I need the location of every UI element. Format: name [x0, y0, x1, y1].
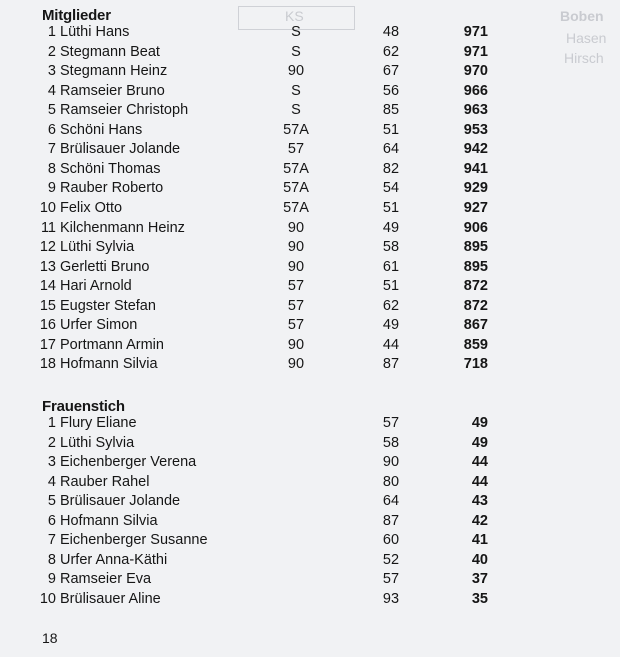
points-cell: 40 — [471, 551, 488, 568]
year-cell: 51 — [382, 199, 400, 216]
category-cell: 57 — [287, 278, 305, 295]
table-row — [0, 552, 620, 572]
rank-cell: 2 — [47, 434, 56, 451]
year-cell: 49 — [382, 317, 400, 334]
points-cell: 867 — [463, 317, 488, 334]
ghost-header-box-label: KS — [285, 8, 304, 24]
year-cell: 67 — [382, 63, 400, 80]
points-cell: 718 — [463, 356, 488, 373]
rank-cell: 18 — [39, 356, 56, 373]
category-cell: 90 — [287, 356, 305, 373]
year-cell: 52 — [382, 551, 400, 568]
table-row — [0, 141, 620, 161]
rank-cell: 13 — [39, 258, 56, 275]
year-cell: 54 — [382, 180, 400, 197]
category-cell: 90 — [287, 219, 305, 236]
points-cell: 895 — [463, 239, 488, 256]
rank-cell: 3 — [47, 454, 56, 471]
table-row — [0, 259, 620, 279]
points-cell: 44 — [471, 473, 488, 490]
year-cell: 61 — [382, 258, 400, 275]
points-cell: 942 — [463, 141, 488, 158]
name-cell: Schöni Thomas — [60, 160, 161, 177]
points-cell: 41 — [471, 532, 488, 549]
table-row — [0, 180, 620, 200]
table-row — [0, 200, 620, 220]
table-row — [0, 278, 620, 298]
table-row — [0, 63, 620, 83]
rank-cell: 9 — [47, 180, 56, 197]
rank-cell: 17 — [39, 336, 56, 353]
table-row — [0, 24, 620, 44]
rank-cell: 4 — [47, 473, 56, 490]
page-number: 18 — [42, 630, 58, 646]
table-row — [0, 493, 620, 513]
name-cell: Flury Eliane — [60, 415, 137, 431]
name-cell: Ramseier Christoph — [60, 102, 189, 119]
table-row — [0, 122, 620, 142]
rank-cell: 5 — [47, 493, 56, 510]
points-cell: 895 — [463, 258, 488, 275]
points-cell: 970 — [463, 63, 488, 80]
rank-cell: 7 — [47, 141, 56, 158]
name-cell: Eugster Stefan — [60, 297, 156, 314]
rank-cell: 7 — [47, 532, 56, 549]
category-cell: 57 — [287, 141, 305, 158]
year-cell: 44 — [382, 336, 400, 353]
points-cell: 49 — [471, 434, 488, 451]
table-row — [0, 337, 620, 357]
name-cell: Urfer Simon — [60, 317, 138, 334]
year-cell: 51 — [382, 278, 400, 295]
rank-cell: 10 — [39, 199, 56, 216]
name-cell: Rauber Roberto — [60, 180, 164, 197]
name-cell: Eichenberger Verena — [60, 454, 197, 471]
section-title-members: Mitglieder — [42, 7, 111, 24]
name-cell: Lüthi Sylvia — [60, 434, 135, 451]
table-row — [0, 571, 620, 591]
year-cell: 57 — [382, 571, 400, 588]
year-cell: 64 — [382, 141, 400, 158]
category-cell: 57 — [287, 297, 305, 314]
rank-cell: 6 — [47, 512, 56, 529]
ghost-sub1: Hasen — [566, 30, 607, 46]
table-row — [0, 532, 620, 552]
points-cell: 929 — [463, 180, 488, 197]
section-title-womens-shoot: Frauenstich — [42, 398, 125, 415]
points-cell: 971 — [463, 43, 488, 60]
name-cell: Felix Otto — [60, 199, 123, 216]
points-cell: 927 — [463, 199, 488, 216]
points-cell: 963 — [463, 102, 488, 119]
points-cell: 43 — [471, 493, 488, 510]
name-cell: Lüthi Hans — [60, 24, 130, 40]
rank-cell: 1 — [47, 415, 56, 431]
points-cell: 906 — [463, 219, 488, 236]
category-cell: S — [291, 82, 301, 99]
year-cell: 57 — [382, 415, 400, 431]
year-cell: 49 — [382, 219, 400, 236]
table-row — [0, 415, 620, 435]
name-cell: Brülisauer Jolande — [60, 141, 181, 158]
name-cell: Brülisauer Aline — [60, 590, 161, 607]
points-cell: 35 — [471, 590, 488, 607]
name-cell: Brülisauer Jolande — [60, 493, 181, 510]
table-row — [0, 83, 620, 103]
rank-cell: 2 — [47, 43, 56, 60]
name-cell: Stegmann Heinz — [60, 63, 168, 80]
ghost-sub2: Hirsch — [564, 50, 604, 66]
ghost-header-left: Boben — [560, 8, 604, 24]
name-cell: Urfer Anna-Käthi — [60, 551, 168, 568]
rank-cell: 5 — [47, 102, 56, 119]
table-row — [0, 435, 620, 455]
name-cell: Eichenberger Susanne — [60, 532, 208, 549]
table-row — [0, 356, 620, 376]
points-cell: 872 — [463, 297, 488, 314]
rank-cell: 11 — [40, 219, 56, 236]
table-row — [0, 298, 620, 318]
year-cell: 58 — [382, 239, 400, 256]
rank-cell: 15 — [39, 297, 56, 314]
category-cell: 90 — [287, 63, 305, 80]
year-cell: 62 — [382, 297, 400, 314]
name-cell: Portmann Armin — [60, 336, 164, 353]
rank-cell: 1 — [47, 24, 56, 40]
year-cell: 56 — [382, 82, 400, 99]
rank-cell: 6 — [47, 121, 56, 138]
name-cell: Stegmann Beat — [60, 43, 160, 60]
table-row — [0, 44, 620, 64]
table-row — [0, 161, 620, 181]
name-cell: Kilchenmann Heinz — [60, 219, 185, 236]
year-cell: 87 — [382, 512, 400, 529]
table-row — [0, 220, 620, 240]
points-cell: 42 — [471, 512, 488, 529]
name-cell: Ramseier Bruno — [60, 82, 165, 99]
category-cell: S — [291, 24, 301, 40]
rank-cell: 4 — [47, 82, 56, 99]
points-cell: 37 — [471, 571, 488, 588]
year-cell: 93 — [382, 590, 400, 607]
points-cell: 859 — [463, 336, 488, 353]
year-cell: 58 — [382, 434, 400, 451]
points-cell: 49 — [471, 415, 488, 431]
table-row — [0, 591, 620, 611]
table-row — [0, 317, 620, 337]
year-cell: 48 — [382, 24, 400, 40]
points-cell: 966 — [463, 82, 488, 99]
rank-cell: 12 — [39, 239, 56, 256]
rank-cell: 16 — [39, 317, 56, 334]
name-cell: Hari Arnold — [60, 278, 132, 295]
name-cell: Rauber Rahel — [60, 473, 150, 490]
points-cell: 872 — [463, 278, 488, 295]
rank-cell: 14 — [39, 278, 56, 295]
table-row — [0, 102, 620, 122]
category-cell: 57A — [283, 180, 309, 197]
category-cell: S — [291, 43, 301, 60]
name-cell: Schöni Hans — [60, 121, 143, 138]
category-cell: S — [291, 102, 301, 119]
year-cell: 64 — [382, 493, 400, 510]
category-cell: 90 — [287, 258, 305, 275]
name-cell: Hofmann Silvia — [60, 512, 158, 529]
table-row — [0, 474, 620, 494]
category-cell: 57A — [283, 121, 309, 138]
name-cell: Ramseier Eva — [60, 571, 152, 588]
year-cell: 80 — [382, 473, 400, 490]
name-cell: Gerletti Bruno — [60, 258, 150, 275]
points-cell: 971 — [463, 24, 488, 40]
rank-cell: 8 — [47, 551, 56, 568]
rank-cell: 8 — [47, 160, 56, 177]
category-cell: 90 — [287, 336, 305, 353]
year-cell: 87 — [382, 356, 400, 373]
rank-cell: 10 — [39, 590, 56, 607]
category-cell: 57 — [287, 317, 305, 334]
year-cell: 62 — [382, 43, 400, 60]
year-cell: 82 — [382, 160, 400, 177]
table-row — [0, 513, 620, 533]
table-row — [0, 239, 620, 259]
name-cell: Hofmann Silvia — [60, 356, 158, 373]
rank-cell: 3 — [47, 63, 56, 80]
points-cell: 941 — [463, 160, 488, 177]
year-cell: 85 — [382, 102, 400, 119]
rank-cell: 9 — [47, 571, 56, 588]
points-cell: 953 — [463, 121, 488, 138]
points-cell: 44 — [471, 454, 488, 471]
category-cell: 90 — [287, 239, 305, 256]
year-cell: 60 — [382, 532, 400, 549]
category-cell: 57A — [283, 199, 309, 216]
name-cell: Lüthi Sylvia — [60, 239, 135, 256]
year-cell: 90 — [382, 454, 400, 471]
table-row — [0, 454, 620, 474]
year-cell: 51 — [382, 121, 400, 138]
category-cell: 57A — [283, 160, 309, 177]
